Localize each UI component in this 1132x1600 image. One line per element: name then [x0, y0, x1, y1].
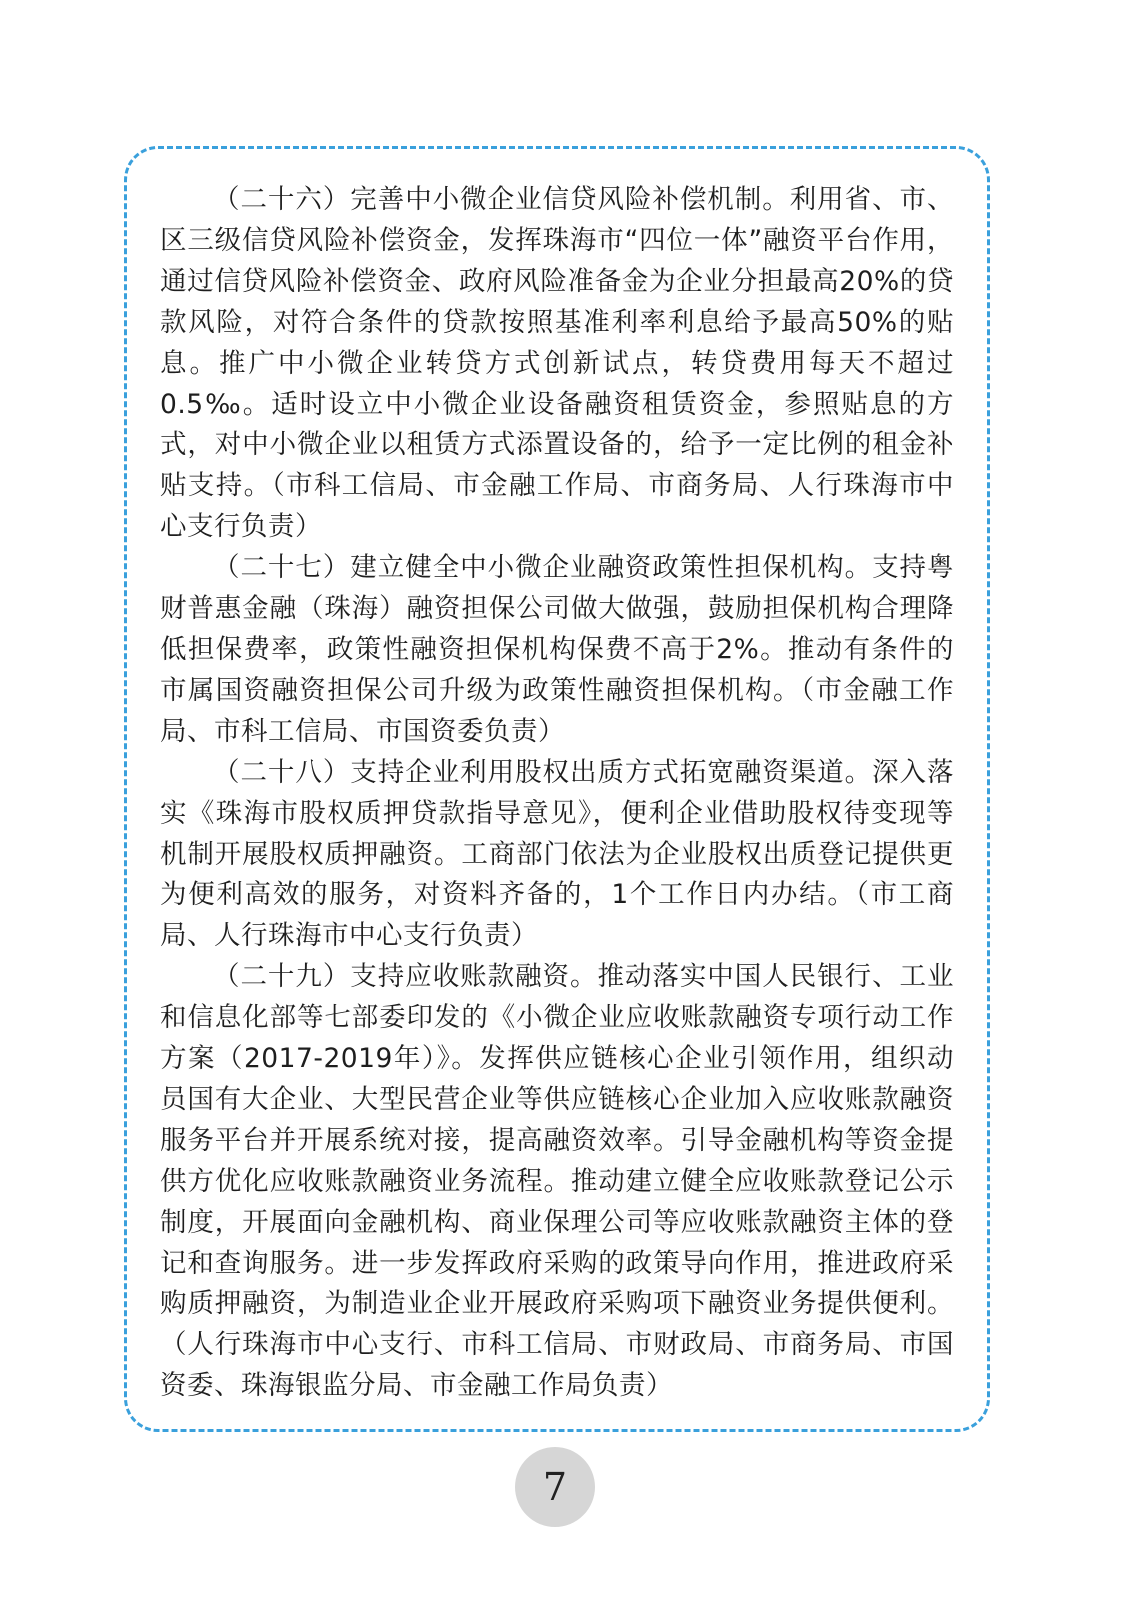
paragraph-28: （二十八）支持企业利用股权出质方式拓宽融资渠道。深入落实《珠海市股权质押贷款指导意见》，便利企业借助股权待变现等机制开展股权质押融资。工商部门依法为企业股权出质登记提供更为便利高效的服务，对资料齐备的，1个工作日内办结。（市工商局、人行珠海市中心支行负责）	[160, 756, 954, 952]
page-number: 7	[515, 1447, 595, 1527]
paragraph-26: （二十六）完善中小微企业信贷风险补偿机制。利用省、市、区三级信贷风险补偿资金，发挥珠海市“四位一体”融资平台作用，通过信贷风险补偿资金、政府风险准备金为企业分担最高20%的贷款风险，对符合条件的贷款按照基准利率利息给予最高50%的贴息。推广中小微企业转贷方式创新试点，转贷费用每天不超过0.5‰。适时设立中小微企业设备融资租赁资金，参照贴息的方式，对中小微企业以租赁方式添置设备的，给予一定比例的租金补贴支持。（市科工信局、市金融工作局、市商务局、人行珠海市中心支行负责）	[160, 184, 954, 543]
document-body	[160, 180, 954, 1407]
paragraph-27: （二十七）建立健全中小微企业融资政策性担保机构。支持粤财普惠金融（珠海）融资担保公司做大做强，鼓励担保机构合理降低担保费率，政策性融资担保机构保费不高于2%。推动有条件的市属国资融资担保公司升级为政策性融资担保机构。（市金融工作局、市科工信局、市国资委负责）	[160, 552, 954, 747]
paragraph-29: （二十九）支持应收账款融资。推动落实中国人民银行、工业和信息化部等七部委印发的《小微企业应收账款融资专项行动工作方案（2017-2019年）》。发挥供应链核心企业引领作用，组织动员国有大企业、大型民营企业等供应链核心企业加入应收账款融资服务平台并开展系统对接，提高融资效率。引导金融机构等资金提供方优化应收账款融资业务流程。推动建立健全应收账款登记公示制度，开展面向金融机构、商业保理公司等应收账款融资主体的登记和查询服务。进一步发挥政府采购的政策导向作用，推进政府采购质押融资，为制造业企业开展政府采购项下融资业务提供便利。（人行珠海市中心支行、市科工信局、市财政局、市商务局、市国资委、珠海银监分局、市金融工作局负责）	[160, 961, 954, 1402]
